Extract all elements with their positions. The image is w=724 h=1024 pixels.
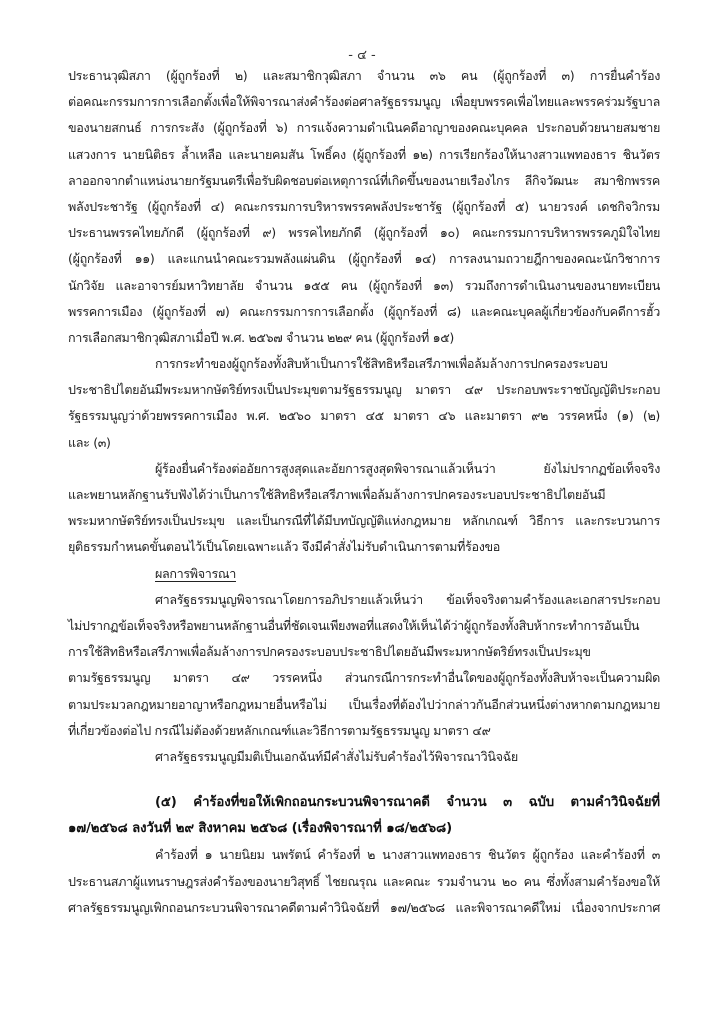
text-line: ศาลรัฐธรรมนูญเพิกถอนกระบวนพิจารณาคดีตามคำวินิจฉัยที่ ๑๗/๒๕๖๘ และพิจารณาคดีใหม่ เนื่องจากประกาศ [68,899,660,915]
text-line: ศาลรัฐธรรมนูญพิจารณาโดยการอภิปรายแล้วเห็นว่า ข้อเท็จจริงตามคำร้องและเอกสารประกอบ [155,591,660,607]
text-line: ไม่ปรากฏข้อเท็จจริงหรือพยานหลักฐานอื่นที่ชัดเจนเพียงพอที่แสดงให้เห็นได้ว่าผู้ถูกร้องทั้งสิบห้ากระทำการอันเป็น [68,617,640,633]
text-line: การเลือกสมาชิกวุฒิสภาเมื่อปี พ.ศ. ๒๕๖๗ จำนวน ๒๒๙ คน (ผู้ถูกร้องที่ ๑๕) [68,329,454,345]
text-line: รัฐธรรมนูญว่าด้วยพรรคการเมือง พ.ศ. ๒๕๖๐ มาตรา ๔๕ มาตรา ๔๖ และมาตรา ๙๒ วรรคหนึ่ง (๑) (๒) [68,408,660,424]
text-line: ยุติธรรมกำหนดขั้นตอนไว้เป็นโดยเฉพาะแล้ว จึงมีคำสั่งไม่รับดำเนินการตามที่ร้องขอ [68,539,500,555]
paragraph-allegation [68,351,660,456]
text-line: ประธานวุฒิสภา (ผู้ถูกร้องที่ ๒) และสมาชิกวุฒิสภา จำนวน ๓๖ คน (ผู้ถูกร้องที่ ๓) การยื่นคำร้อง [68,68,660,83]
text-line: และพยานหลักฐานรับฟังได้ว่าเป็นการใช้สิทธิหรือเสรีภาพเพื่อล้มล้างการปกครองระบอบประชาธิปไตยอันมี [68,487,606,502]
page-number: - ๔ - [348,48,376,63]
text-line: ผู้ร้องยื่นคำร้องต่ออัยการสูงสุดและอัยการสูงสุดพิจารณาแล้วเห็นว่า ยังไม่ปรากฏข้อเท็จจริง [155,460,660,476]
paragraph-court-consideration [68,587,660,744]
heading-line [68,561,660,587]
paragraph-attorney-general [68,456,660,561]
text-line: คำร้องที่ ๑ นายนิยม นพรัตน์ คำร้องที่ ๒ นางสาวแพทองธาร ชินวัตร ผู้ถูกร้อง และคำร้องที่ ๓ [155,847,660,863]
heading-line: ๑๗/๒๕๖๘ ลงวันที่ ๒๙ สิงหาคม ๒๕๖๘ (เรื่องพิจารณาที่ ๑๘/๒๕๖๘) [68,821,452,837]
text-line: การกระทำของผู้ถูกร้องทั้งสิบห้าเป็นการใช้สิทธิหรือเสรีภาพเพื่อล้มล้างการปกครองระบอบ [155,356,608,372]
text-line: การใช้สิทธิหรือเสรีภาพเพื่อล้มล้างการปกครองระบอบประชาธิปไตยอันมีพระมหากษัตริย์ทรงเป็นประมุข [68,644,591,660]
text-line: และ (๓) [68,434,111,450]
paragraph-court-resolution [68,744,660,770]
text-line: ตามประมวลกฎหมายอาญาหรือกฎหมายอื่นหรือไม่ เป็นเรื่องที่ต้องไปว่ากล่าวกันอีกส่วนหนึ่งต่างหากตามกฎหมาย [68,696,660,712]
section-gap [68,770,660,790]
text-line: พลังประชารัฐ (ผู้ถูกร้องที่ ๔) คณะกรรมการบริหารพรรคพลังประชารัฐ (ผู้ถูกร้องที่ ๕) นายวรงค์ เดชกิจวิกรม [68,198,660,214]
text-line: ตามรัฐธรรมนูญ มาตรา ๔๙ วรรคหนึ่ง ส่วนกรณีการกระทำอื่นใดของผู้ถูกร้องทั้งสิบห้าจะเป็นความผิด [68,670,660,686]
section-5-heading [68,790,660,842]
text-line: พระมหากษัตริย์ทรงเป็นประมุข และเป็นกรณีที่ได้มีบทบัญญัติแห่งกฎหมาย หลักเกณฑ์ วิธีการ และกระบวนการ [68,513,660,529]
text-line: ประชาธิปไตยอันมีพระมหากษัตริย์ทรงเป็นประมุขตามรัฐธรรมนูญ มาตรา ๔๙ ประกอบพระราชบัญญัติประกอบ [68,382,660,398]
text-line: แสวงการ นายนิติธร ล้ำเหลือ และนายคมสัน โพธิ์คง (ผู้ถูกร้องที่ ๑๒) การเรียกร้องให้นางสาวแพทองธาร ชินวัตร [68,146,660,162]
text-line: นักวิจัย และอาจารย์มหาวิทยาลัย จำนวน ๑๕๕ คน (ผู้ถูกร้องที่ ๑๓) รวมถึงการดำเนินงานของนายทะเบียน [68,277,660,293]
paragraph-respondents-list [68,63,660,351]
section-heading-result [68,561,660,587]
section-heading-text: ผลการพิจารณา [155,565,236,581]
text-line: ของนายสกนธ์ การกระสัง (ผู้ถูกร้องที่ ๖) การแจ้งความดำเนินคดีอาญาของคณะบุคคล ประกอบด้วยนายสมชาย [68,120,660,136]
text-line: ประธานพรรคไทยภักดี (ผู้ถูกร้องที่ ๙) พรรคไทยภักดี (ผู้ถูกร้องที่ ๑๐) คณะกรรมการบริหารพรรคภูมิใจไทย [68,225,660,241]
text-line: ศาลรัฐธรรมนูญมีมติเป็นเอกฉันท์มีคำสั่งไม่รับคำร้องไว้พิจารณาวินิจฉัย [155,748,518,764]
document-body [68,63,660,921]
text-line: พรรคการเมือง (ผู้ถูกร้องที่ ๗) คณะกรรมการการเลือกตั้ง (ผู้ถูกร้องที่ ๘) และคณะบุคลผู้เกี่ยวข้องกับคดีการฮั้ว [68,303,660,319]
text-line: (ผู้ถูกร้องที่ ๑๑) และแกนนำคณะรวมพลังแผ่นดิน (ผู้ถูกร้องที่ ๑๔) การลงนามถวายฎีกาของคณะนักวิชาการ [68,251,660,267]
text-line: ประธานสภาผู้แทนราษฎรส่งคำร้องของนายวิสุทธิ์ ไชยณรุณ และคณะ รวมจำนวน ๒๐ คน ซึ่งทั้งสามคำร้องขอให้ [68,873,660,889]
text-line: ต่อคณะกรรมการการเลือกตั้งเพื่อให้พิจารณาส่งคำร้องต่อศาลรัฐธรรมนูญ เพื่อยุบพรรคเพื่อไทยและพรรคร่วมรัฐบาล [68,94,660,110]
text-line: ลาออกจากตำแหน่งนายกรัฐมนตรีเพื่อรับผิดชอบต่อเหตุการณ์ที่เกิดขึ้นของนายเรืองไกร ลีกิจวัฒนะ สมาชิกพรรค [68,172,660,188]
text-line: ที่เกี่ยวข้องต่อไป กรณีไม่ต้องด้วยหลักเกณฑ์และวิธีการตามรัฐธรรมนูญ มาตรา ๔๙ [68,722,491,738]
paragraph-petitions [68,842,660,921]
heading-line: (๕) คำร้องที่ขอให้เพิกถอนกระบวนพิจารณาคดี จำนวน ๓ ฉบับ ตามคำวินิจฉัยที่ [155,795,660,811]
